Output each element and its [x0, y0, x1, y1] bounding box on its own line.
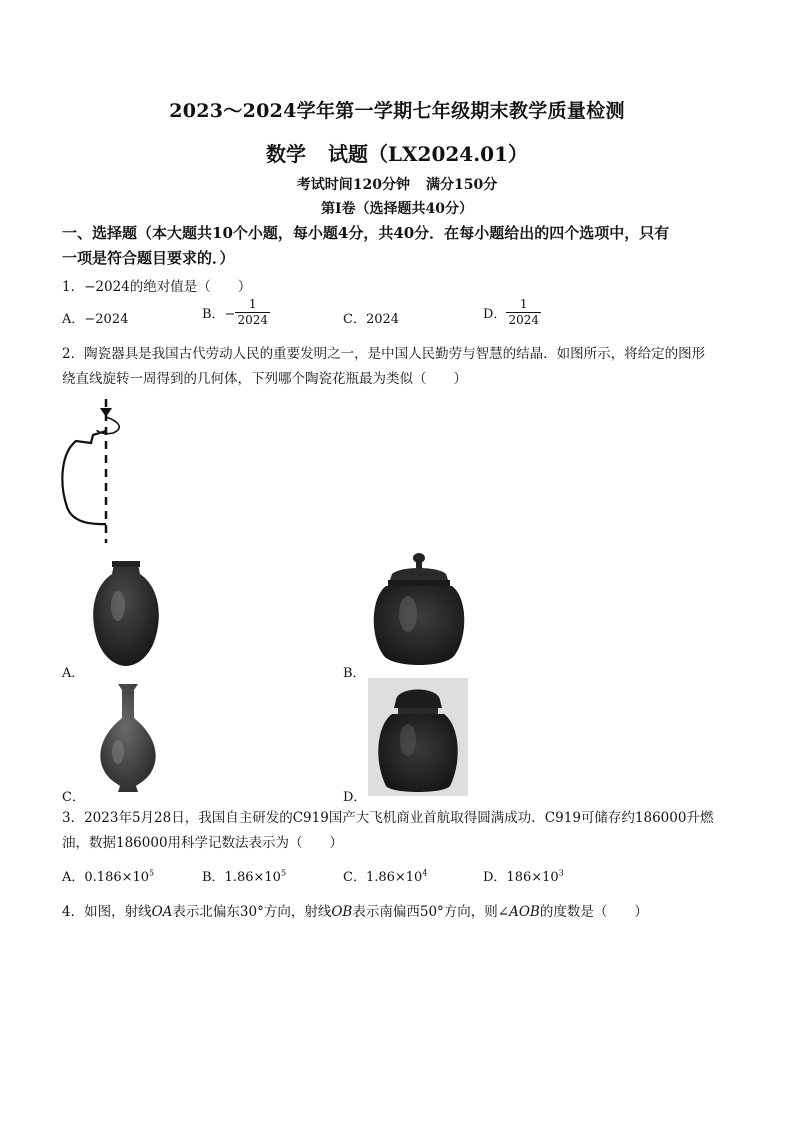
q3-option-d-exp: 3	[558, 868, 564, 878]
paper-code: 试题（LX2024.01）	[327, 142, 529, 166]
q2-option-a: A．	[62, 666, 85, 681]
q1-d-denominator: 2024	[508, 313, 539, 327]
section-heading-cont: 一项是符合题目要求的．）	[62, 249, 235, 267]
q2-option-d: D．	[343, 790, 367, 805]
exam-score: 满分150分	[426, 177, 498, 193]
question-3-line2: 油，数据186000用科学记数法表示为（ ）	[62, 835, 344, 851]
q1-option-d	[483, 297, 541, 328]
question-3-line1: 3．2023年5月28日，我国自主研发的C919国产大飞机商业首航取得圆满成功．C919可储存约186000升燃	[62, 810, 714, 826]
q1-option-b	[202, 297, 270, 328]
q4-part3: 表示南偏西50°方向，则∠	[352, 904, 510, 920]
q3-option-a-label: A．0.186×10	[62, 870, 150, 885]
q4-part4: 的度数是（ ）	[539, 904, 648, 920]
q3-option-d	[483, 866, 564, 885]
q4-part1: 4．如图，射线	[62, 904, 152, 920]
paper-subtitle	[0, 138, 794, 167]
vase-image-a	[88, 556, 164, 668]
q2-option-c: C．	[62, 790, 85, 805]
q4-angle-aob: AOB	[509, 904, 540, 920]
q3-option-b-exp: 5	[280, 868, 287, 878]
q1-option-b-label: B．−	[202, 307, 236, 322]
q1-b-numerator: 1	[235, 297, 270, 313]
q3-option-a-exp: 5	[149, 868, 155, 878]
q1-option-a: A．−2024	[62, 312, 129, 327]
exam-title: 2023～2024学年第一学期七年级期末教学质量检测	[169, 100, 625, 122]
question-4-stem	[62, 900, 648, 920]
q1-option-c: C．2024	[343, 312, 400, 327]
vase-image-b	[370, 552, 468, 672]
question-2-line2: 绕直线旋转一周得到的几何体，下列哪个陶瓷花瓶最为类似（ ）	[62, 371, 467, 387]
q4-part2: 表示北偏东30°方向，射线	[172, 904, 332, 920]
q3-option-c	[343, 866, 427, 885]
q1-option-d-label: D．	[483, 307, 507, 322]
q1-option-d-fraction	[506, 297, 541, 328]
exam-time: 考试时间120分钟	[296, 177, 410, 193]
question-2-line1: 2．陶瓷器具是我国古代劳动人民的重要发明之一，是中国人民勤劳与智慧的结晶．如图所示，将给定的图形	[62, 346, 706, 362]
q1-option-b-fraction	[235, 297, 270, 328]
q3-option-b	[202, 866, 286, 885]
q4-ray-ob: OB	[331, 904, 353, 920]
question-1-stem: 1．−2024的绝对值是（ ）	[62, 279, 252, 295]
q3-option-c-exp: 4	[422, 868, 428, 878]
rotation-curve	[97, 417, 119, 434]
exam-meta	[0, 174, 794, 194]
q1-b-denominator: 2024	[237, 313, 268, 327]
rotation-arrow-icon	[100, 408, 112, 417]
section-heading: 一、选择题（本大题共10个小题，每小题4分，共40分．在每小题给出的四个选项中，只有	[62, 224, 670, 242]
q4-ray-oa: OA	[151, 904, 173, 920]
q2-option-b: B．	[343, 666, 366, 681]
vase-image-c	[92, 682, 164, 794]
q3-option-d-label: D．186×10	[483, 870, 559, 885]
vase-profile	[62, 431, 106, 524]
q3-option-c-label: C．1.86×10	[343, 870, 423, 885]
volume-heading: 第Ⅰ卷（选择题共40分）	[320, 201, 474, 217]
vase-image-d	[368, 678, 468, 796]
subject-label: 数学	[265, 142, 306, 166]
rotation-figure	[55, 395, 145, 545]
q3-option-a	[62, 866, 154, 885]
q3-option-b-label: B．1.86×10	[202, 870, 281, 885]
q1-d-numerator: 1	[506, 297, 541, 313]
